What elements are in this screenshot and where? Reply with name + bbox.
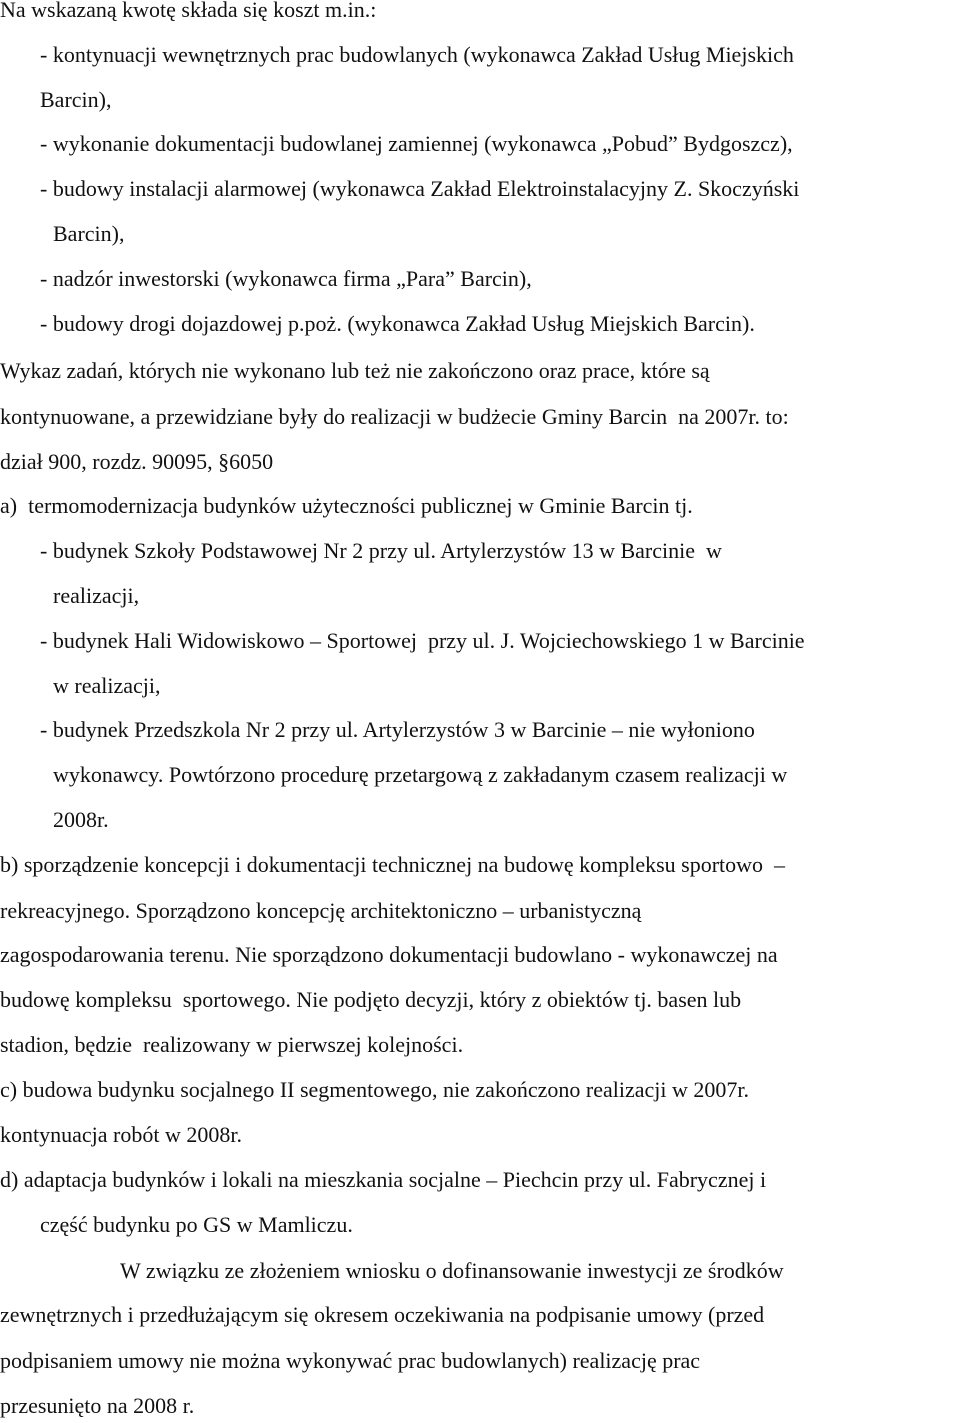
text-line-24: stadion, będzie realizowany w pierwszej kolejności.	[0, 1032, 464, 1057]
text-line-32: przesunięto na 2008 r.	[0, 1393, 195, 1418]
text-line-19: 2008r.	[53, 807, 109, 832]
text-line-17: - budynek Przedszkola Nr 2 przy ul. Artylerzystów 3 w Barcinie – nie wyłoniono	[40, 717, 755, 742]
text-line-16: w realizacji,	[53, 673, 161, 698]
text-line-5: - budowy instalacji alarmowej (wykonawca Zakład Elektroinstalacyjny Z. Skoczyński	[40, 176, 800, 201]
text-line-9: Wykaz zadań, których nie wykonano lub też nie zakończono oraz prace, które są	[0, 358, 710, 383]
text-line-30: zewnętrznych i przedłużającym się okresem oczekiwania na podpisanie umowy (przed	[0, 1302, 765, 1327]
text-line-11: dział 900, rozdz. 90095, §6050	[0, 449, 274, 474]
text-line-20: b) sporządzenie koncepcji i dokumentacji technicznej na budowę kompleksu sportowo –	[0, 852, 786, 877]
text-line-27: d) adaptacja budynków i lokali na mieszkania socjalne – Piechcin przy ul. Fabrycznej i	[0, 1167, 767, 1192]
text-line-23: budowę kompleksu sportowego. Nie podjęto decyzji, który z obiektów tj. basen lub	[0, 987, 742, 1012]
text-line-29: W związku ze złożeniem wniosku o dofinansowanie inwestycji ze środków	[120, 1258, 784, 1283]
text-line-13: - budynek Szkoły Podstawowej Nr 2 przy ul. Artylerzystów 13 w Barcinie w	[40, 538, 722, 563]
text-line-31: podpisaniem umowy nie można wykonywać prac budowlanych) realizację prac	[0, 1348, 701, 1373]
text-line-22: zagospodarowania terenu. Nie sporządzono dokumentacji budowlano - wykonawczej na	[0, 942, 778, 967]
text-line-10: kontynuowane, a przewidziane były do realizacji w budżecie Gminy Barcin na 2007r. to:	[0, 404, 789, 429]
text-line-12: a) termomodernizacja budynków użyteczności publicznej w Gminie Barcin tj.	[0, 493, 693, 518]
text-line-28: część budynku po GS w Mamliczu.	[40, 1212, 353, 1237]
text-line-6: Barcin),	[53, 221, 125, 246]
text-line-18: wykonawcy. Powtórzono procedurę przetargową z zakładanym czasem realizacji w	[53, 762, 788, 787]
text-line-1: Na wskazaną kwotę składa się koszt m.in.:	[0, 0, 377, 22]
text-line-3: Barcin),	[40, 87, 112, 112]
text-line-15: - budynek Hali Widowiskowo – Sportowej przy ul. J. Wojciechowskiego 1 w Barcinie	[40, 628, 805, 653]
text-line-4: - wykonanie dokumentacji budowlanej zamiennej (wykonawca „Pobud” Bydgoszcz),	[40, 131, 793, 156]
text-line-7: - nadzór inwestorski (wykonawca firma „Para” Barcin),	[40, 266, 532, 291]
text-line-14: realizacji,	[53, 583, 140, 608]
text-line-21: rekreacyjnego. Sporządzono koncepcję architektoniczno – urbanistyczną	[0, 898, 642, 923]
text-line-8: - budowy drogi dojazdowej p.poż. (wykonawca Zakład Usług Miejskich Barcin).	[40, 311, 755, 336]
text-line-2: - kontynuacji wewnętrznych prac budowlanych (wykonawca Zakład Usług Miejskich	[40, 42, 794, 67]
text-line-26: kontynuacja robót w 2008r.	[0, 1122, 242, 1147]
text-line-25: c) budowa budynku socjalnego II segmentowego, nie zakończono realizacji w 2007r.	[0, 1077, 749, 1102]
